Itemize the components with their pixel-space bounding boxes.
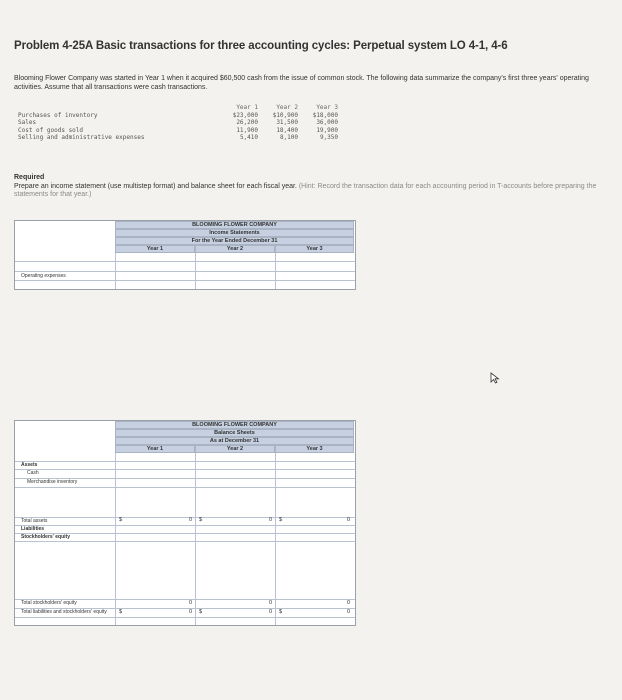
income-year-3: Year 3 (306, 246, 323, 252)
balance-year-2: Year 2 (226, 446, 244, 452)
balance-sheet-table (14, 420, 356, 626)
given-year-1: Year 1 (236, 104, 258, 111)
total-equity-value-y2: 0 (269, 600, 273, 606)
total-assets-value-y2: 0 (269, 517, 273, 523)
problem-intro: Blooming Flower Company was started in Year 1 when it acquired $60,500 cash from the issue of common stock. The following data summarize the company's first three years' operating activities. Assume that all transactions were cash transactions. (14, 75, 589, 91)
stockholders-equity-label: Stockholders' equity (21, 534, 70, 540)
total-liabilities-equity-label: Total liabilities and stockholders' equity (21, 609, 107, 615)
required-section (14, 174, 610, 200)
given-row-cogs: Cost of goods sold 11,900 18,400 19,900 (18, 126, 338, 134)
cash-label: Cash (27, 470, 39, 476)
income-company: BLOOMING FLOWER COMPANY (192, 222, 277, 228)
total-assets-label: Total assets (21, 518, 48, 524)
total-equity-value-y1: 0 (189, 600, 193, 606)
total-stockholders-equity-label: Total stockholders' equity (21, 600, 77, 606)
income-statement-table (14, 220, 356, 290)
income-period: For the Year Ended December 31 (191, 238, 278, 244)
given-row-purchases: Purchases of inventory $23,000 $10,900 $18,000 (18, 111, 338, 119)
total-le-value-y1: 0 (189, 609, 193, 615)
total-assets-dollar-y3: $ (279, 517, 283, 523)
given-year-2: Year 2 (276, 104, 298, 111)
total-le-dollar-y2: $ (199, 609, 203, 615)
total-assets-value-y3: 0 (347, 517, 351, 523)
given-year-3: Year 3 (316, 104, 338, 111)
total-le-dollar-y1: $ (119, 609, 123, 615)
liabilities-label: Liabilities (21, 526, 45, 532)
given-row-sga: Selling and administrative expenses 5,410 8,100 9,350 (18, 134, 338, 141)
total-le-value-y2: 0 (269, 609, 273, 615)
income-year-2: Year 2 (226, 246, 244, 252)
total-assets-dollar-y2: $ (199, 517, 203, 523)
balance-title: Balance Sheets (214, 430, 255, 436)
balance-period: As at December 31 (209, 438, 260, 444)
operating-expenses-label: Operating expenses (21, 273, 66, 279)
required-hint: (Hint: Record the transaction data for each accounting period in T-accounts before preparing the statements for that year.) (14, 182, 597, 198)
total-assets-value-y1: 0 (189, 517, 193, 523)
total-le-dollar-y3: $ (279, 609, 283, 615)
merchandise-inventory-label: Merchandise inventory (27, 479, 78, 485)
balance-company: BLOOMING FLOWER COMPANY (192, 422, 277, 428)
given-data-table (18, 104, 348, 142)
total-le-value-y3: 0 (347, 609, 351, 615)
balance-year-1: Year 1 (146, 446, 164, 452)
given-data-header (18, 104, 348, 112)
problem-title: Problem 4-25A Basic transactions for three accounting cycles: Perpetual system LO 4-1, 4-6 (14, 40, 508, 52)
balance-year-3: Year 3 (306, 446, 323, 452)
income-year-1: Year 1 (146, 246, 164, 252)
given-row-sales: Sales 26,200 31,500 36,000 (18, 119, 338, 126)
mouse-cursor-icon (490, 372, 502, 384)
total-equity-value-y3: 0 (347, 600, 351, 606)
assets-label: Assets (21, 462, 38, 468)
income-title: Income Statements (209, 230, 260, 236)
required-heading: Required (14, 174, 45, 181)
required-text: Prepare an income statement (use multistep format) and balance sheet for each fiscal year. (14, 182, 297, 190)
total-assets-dollar-y1: $ (119, 517, 123, 523)
